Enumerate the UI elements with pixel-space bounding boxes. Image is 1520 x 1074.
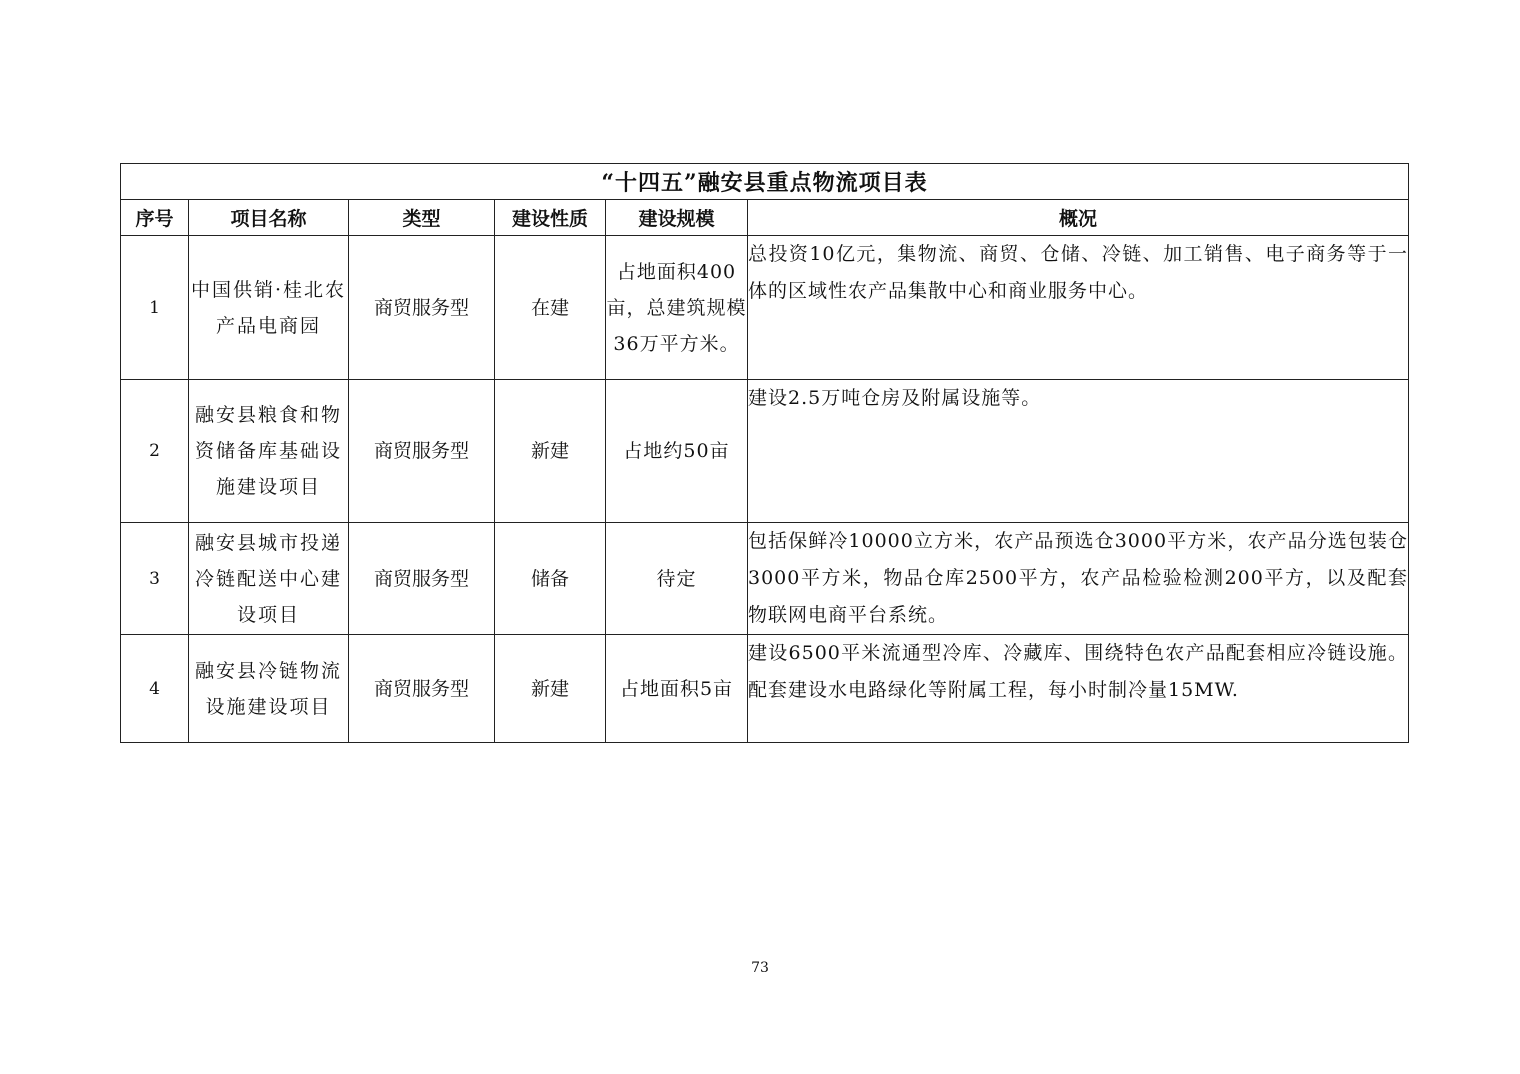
row-project-name: 融安县冷链物流设施建设项目 xyxy=(189,635,349,743)
header-overview: 概况 xyxy=(748,200,1409,236)
row-type: 商贸服务型 xyxy=(349,523,495,635)
row-nature: 储备 xyxy=(495,523,606,635)
row-nature: 新建 xyxy=(495,380,606,523)
table-row xyxy=(121,236,1409,380)
header-nature: 建设性质 xyxy=(495,200,606,236)
row-index: 4 xyxy=(121,635,189,743)
header-type: 类型 xyxy=(349,200,495,236)
row-project-name: 中国供销·桂北农产品电商园 xyxy=(189,236,349,380)
table-header-row xyxy=(121,200,1409,236)
row-index: 1 xyxy=(121,236,189,380)
row-index: 2 xyxy=(121,380,189,523)
row-scale: 占地面积400亩，总建筑规模36万平方米。 xyxy=(606,236,748,380)
logistics-project-table xyxy=(120,163,1409,743)
table-title: “十四五”融安县重点物流项目表 xyxy=(121,164,1409,200)
row-type: 商贸服务型 xyxy=(349,236,495,380)
row-scale: 占地约50亩 xyxy=(606,380,748,523)
row-overview: 总投资10亿元，集物流、商贸、仓储、冷链、加工销售、电子商务等于一体的区域性农产品集散中心和商业服务中心。 xyxy=(748,236,1409,380)
table-row xyxy=(121,523,1409,635)
row-project-name: 融安县城市投递冷链配送中心建设项目 xyxy=(189,523,349,635)
row-overview: 建设6500平米流通型冷库、冷藏库、围绕特色农产品配套相应冷链设施。配套建设水电路绿化等附属工程，每小时制冷量15MW. xyxy=(748,635,1409,743)
page-number: 73 xyxy=(751,960,769,976)
row-scale: 占地面积5亩 xyxy=(606,635,748,743)
header-scale: 建设规模 xyxy=(606,200,748,236)
table-row xyxy=(121,380,1409,523)
row-scale: 待定 xyxy=(606,523,748,635)
header-index: 序号 xyxy=(121,200,189,236)
row-nature: 新建 xyxy=(495,635,606,743)
row-index: 3 xyxy=(121,523,189,635)
row-project-name: 融安县粮食和物资储备库基础设施建设项目 xyxy=(189,380,349,523)
table-row xyxy=(121,635,1409,743)
row-overview: 包括保鲜冷10000立方米，农产品预选仓3000平方米，农产品分选包装仓3000平方米，物品仓库2500平方，农产品检验检测200平方，以及配套物联网电商平台系统。 xyxy=(748,523,1409,635)
row-nature: 在建 xyxy=(495,236,606,380)
row-type: 商贸服务型 xyxy=(349,380,495,523)
header-project-name: 项目名称 xyxy=(189,200,349,236)
row-overview: 建设2.5万吨仓房及附属设施等。 xyxy=(748,380,1409,523)
row-type: 商贸服务型 xyxy=(349,635,495,743)
